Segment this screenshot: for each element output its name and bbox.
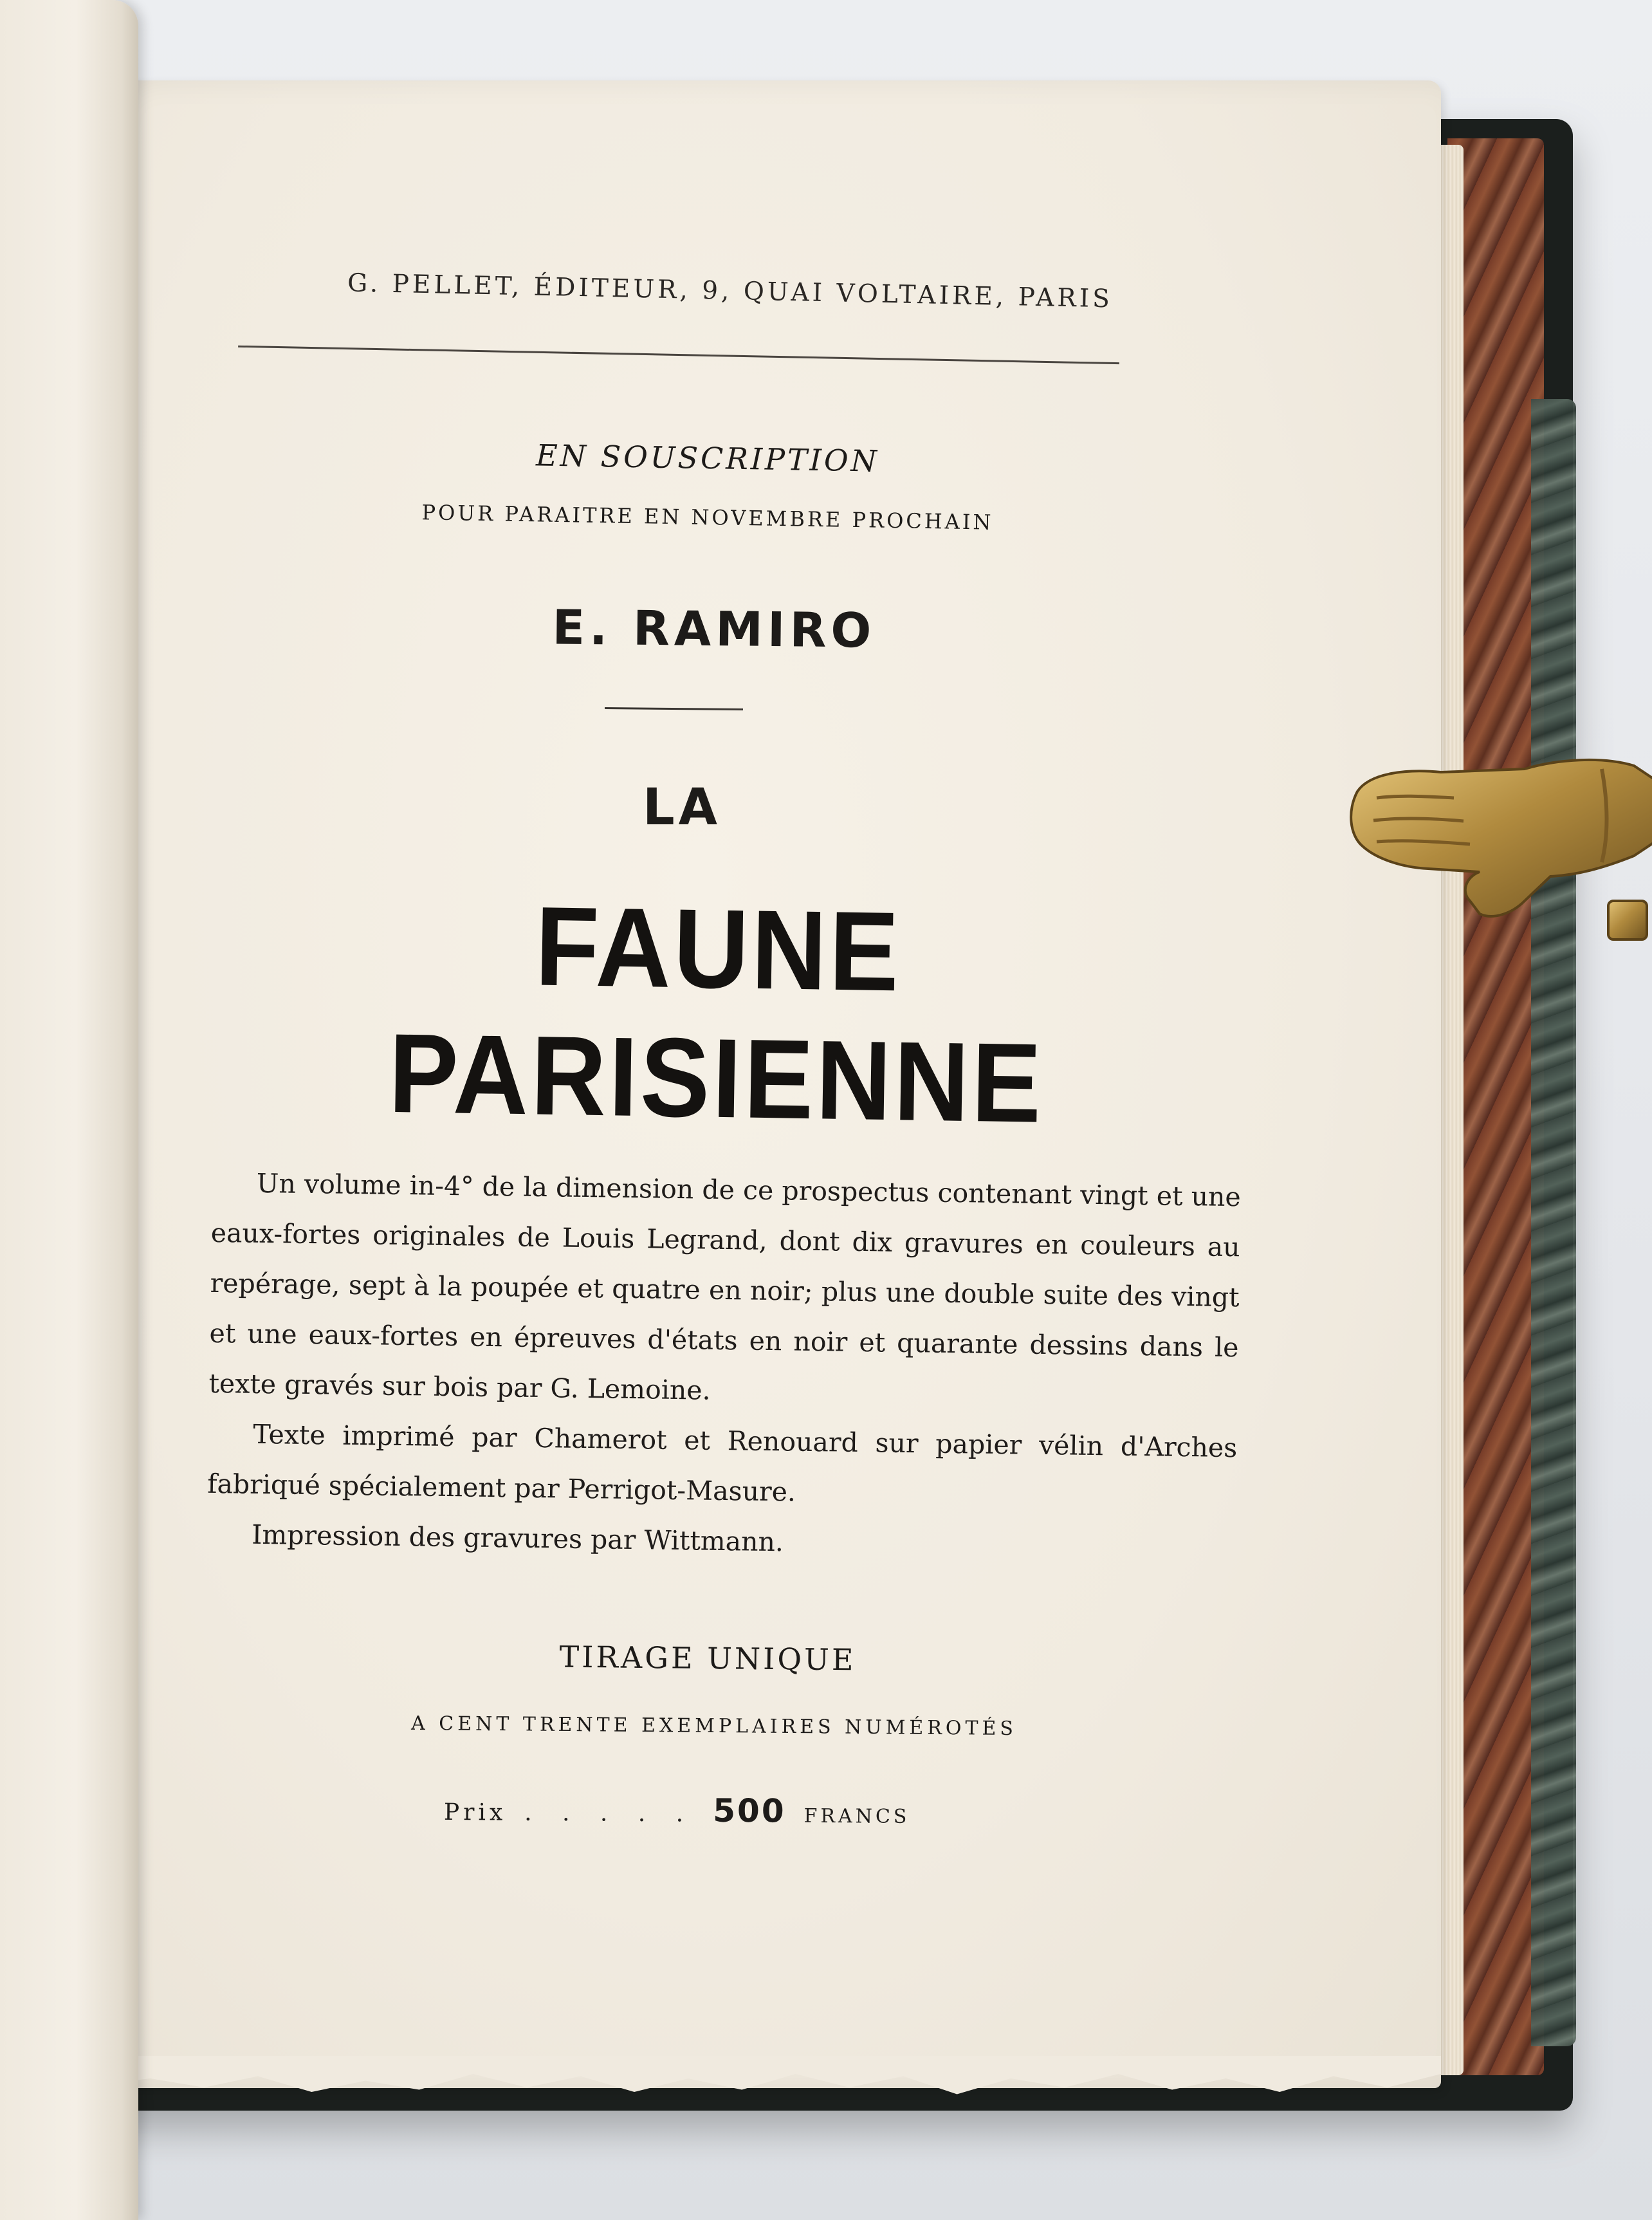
price-label: Prix	[443, 1799, 507, 1826]
price-value: 500	[713, 1791, 786, 1830]
subscription-heading: EN SOUSCRIPTION	[535, 438, 880, 479]
paragraph-engraving: Impression des gravures par Wittmann.	[251, 1519, 784, 1558]
edition-heading: TIRAGE UNIQUE	[559, 1639, 856, 1678]
marbled-board-green	[1531, 399, 1576, 2046]
paragraph-contents: Un volume in-4° de la dimension de ce prospectus contenant vingt et une eaux-fortes originales de Louis Legrand, dont dix gravures en couleurs au repérage, sept à la poupée et quatre en noir; plus une double suite des vingt et une eaux-fortes en épreuves d'états en noir et quarante dessins dans le texte gravés sur bois par G. Lemoine.	[208, 1167, 1242, 1406]
release-line: POUR PARAITRE EN NOVEMBRE PROCHAIN	[421, 500, 994, 535]
header-rule	[238, 346, 1119, 364]
brass-hand-clip-icon	[1332, 708, 1652, 978]
paragraph-printing: Texte imprimé par Chamerot et Renouard sur papier vélin d'Arches fabriqué spécialement par Perrigot-Masure.	[207, 1418, 1238, 1508]
title-article: LA	[642, 779, 722, 837]
publisher-line: G. PELLET, ÉDITEUR, 9, QUAI VOLTAIRE, PARIS	[347, 268, 1114, 314]
page-content	[96, 80, 1441, 2088]
copies-line: A CENT TRENTE EXEMPLAIRES NUMÉROTÉS	[410, 1712, 1018, 1741]
price-line	[444, 1790, 1023, 1831]
price-dots: . . . . .	[524, 1799, 695, 1827]
book-title: FAUNE PARISIENNE	[387, 883, 1045, 1147]
author-name: E. RAMIRO	[552, 600, 876, 659]
price-unit: FRANCS	[803, 1804, 910, 1828]
short-rule	[605, 707, 743, 710]
description-body	[206, 1158, 1242, 1573]
